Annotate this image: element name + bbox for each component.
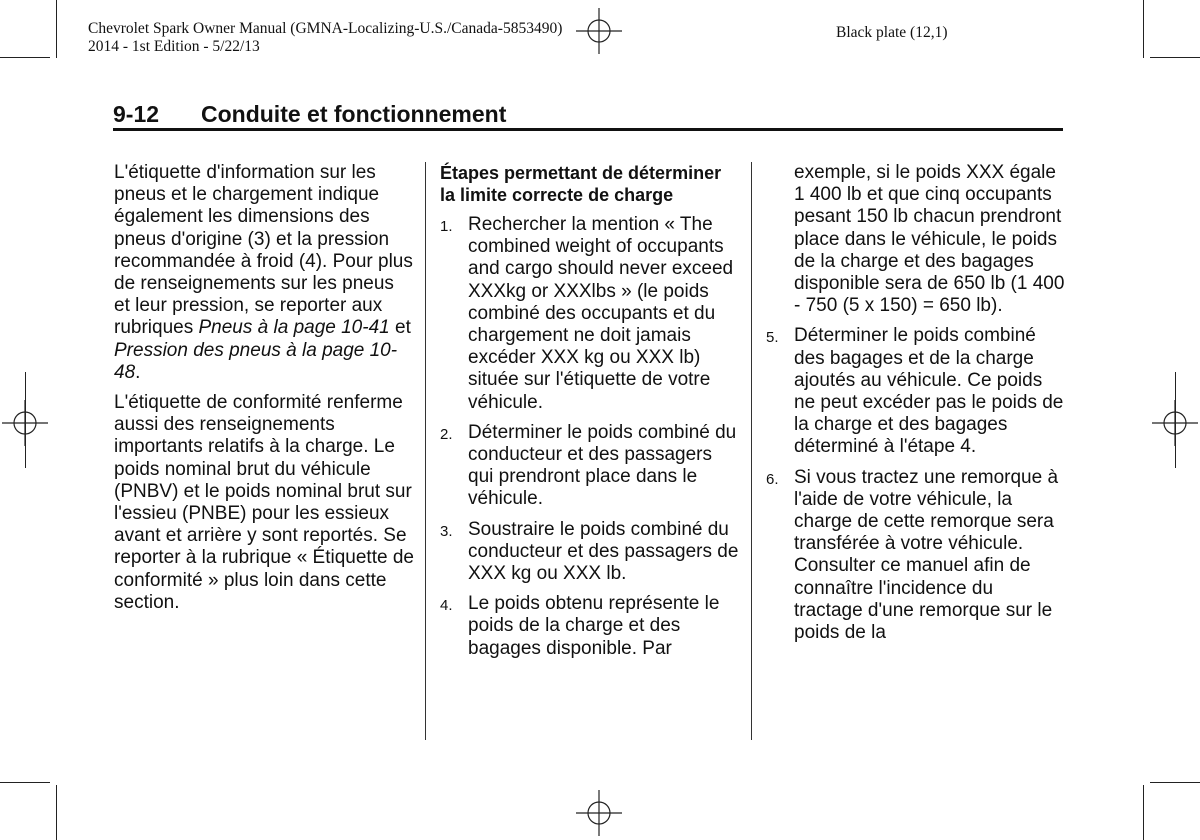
registration-mark-left-stem [25, 372, 26, 468]
step-number: 5. [766, 329, 779, 347]
step-number: 4. [440, 597, 453, 615]
print-header-line2: 2014 - 1st Edition - 5/22/13 [88, 38, 260, 55]
steps-heading: Étapes permettant de déterminer la limite correcte de charge [440, 163, 722, 205]
crop-mark-bottom-right-v [1143, 785, 1144, 840]
registration-mark-top-icon [576, 8, 622, 54]
paragraph-certification-label: L'étiquette de conformité renferme aussi des renseignements importants relatifs à la charge. Le poids nominal brut du véhicule (PNBV) et le poids nominal brut sur l'essieu (PNBE) pour les essieux avant et arrière y sont reportés. Se reporter à la rubrique « Étiquette de conformité » plus loin dans cette section. [114, 392, 414, 613]
page-title [113, 101, 1063, 131]
link-pression-pneus[interactable]: Pression des pneus à la page 10-48 [114, 339, 398, 383]
black-plate-label: Black plate (12,1) [836, 24, 948, 41]
crop-mark-bottom-right-h [1150, 782, 1200, 783]
crop-mark-top-left-v [56, 0, 57, 58]
paragraph-tire-label: L'étiquette d'information sur les pneus et le chargement indique également les dimensions des pneus d'origine (3) et la pression recommandée à froid (4). Pour plus de renseignements sur les pneus et leur pression, se reporter aux rubriques Pneus à la page 10-41 et Pression des pneus à la page 10-48. [114, 162, 413, 383]
registration-mark-bottom-icon [576, 790, 622, 836]
step-text: Déterminer le poids combiné du conducteur et des passagers qui prendront place dans le véhicule. [468, 421, 737, 510]
column-2 [440, 162, 740, 668]
column-divider-1 [425, 162, 426, 740]
crop-mark-top-right-h [1150, 57, 1200, 58]
step-number: 1. [440, 218, 453, 235]
step-text: Le poids obtenu représente le poids de la charge et des bagages disponible. Par [468, 593, 720, 659]
crop-mark-bottom-left-v [56, 785, 57, 840]
step-item [766, 325, 1066, 458]
step-text: Rechercher la mention « The combined weight of occupants and cargo should never exceed XXXkg or XXXlbs » (le poids combiné des occupants et du chargement ne doit jamais excéder XXX kg ou XXX lb) située sur l'étiquette de votre véhicule. [468, 214, 734, 413]
step-number: 6. [766, 470, 779, 488]
crop-mark-bottom-left-h [0, 782, 50, 783]
step-item [766, 467, 1066, 645]
step-text: Si vous tractez une remorque à l'aide de votre véhicule, la charge de cette remorque sera transférée à votre véhicule. Consulter ce manuel afin de connaître l'incidence du tractage d'une remorque sur le poids de la [794, 466, 1059, 644]
column-divider-2 [751, 162, 752, 740]
step-number: 2. [440, 425, 453, 443]
print-header [88, 20, 562, 56]
page-number: 9-12 [113, 101, 160, 127]
print-header-line1: Chevrolet Spark Owner Manual (GMNA-Localizing-U.S./Canada-5853490) [88, 20, 563, 37]
registration-mark-right-stem [1175, 372, 1176, 468]
column-3 [766, 162, 1066, 652]
crop-mark-top-left-h [0, 57, 50, 58]
step-number: 3. [440, 522, 453, 540]
title-rule [113, 128, 1063, 131]
step-item [440, 422, 740, 511]
column-1 [114, 162, 414, 622]
crop-mark-top-right-v [1143, 0, 1144, 58]
step-item [440, 214, 740, 414]
step-item [440, 519, 740, 586]
section-title: Conduite et fonctionnement [201, 101, 507, 127]
step-text: Déterminer le poids combiné des bagages et de la charge ajoutés au véhicule. Ce poids ne peut excéder pas le poids de la charge et des bagages déterminé à l'étape 4. [794, 325, 1064, 458]
step-item [440, 593, 740, 660]
link-pneus[interactable]: Pneus à la page 10-41 [198, 317, 390, 339]
step-text: Soustraire le poids combiné du conducteur et des passagers de XXX kg ou XXX lb. [468, 518, 739, 585]
step-4-continuation: exemple, si le poids XXX égale 1 400 lb et que cinq occupants pesant 150 lb chacun prendront place dans le véhicule, le poids de la charge et des bagages disponible sera de 650 lb (1 400 - 750 (5 x 150) = 650 lb). [794, 162, 1065, 317]
